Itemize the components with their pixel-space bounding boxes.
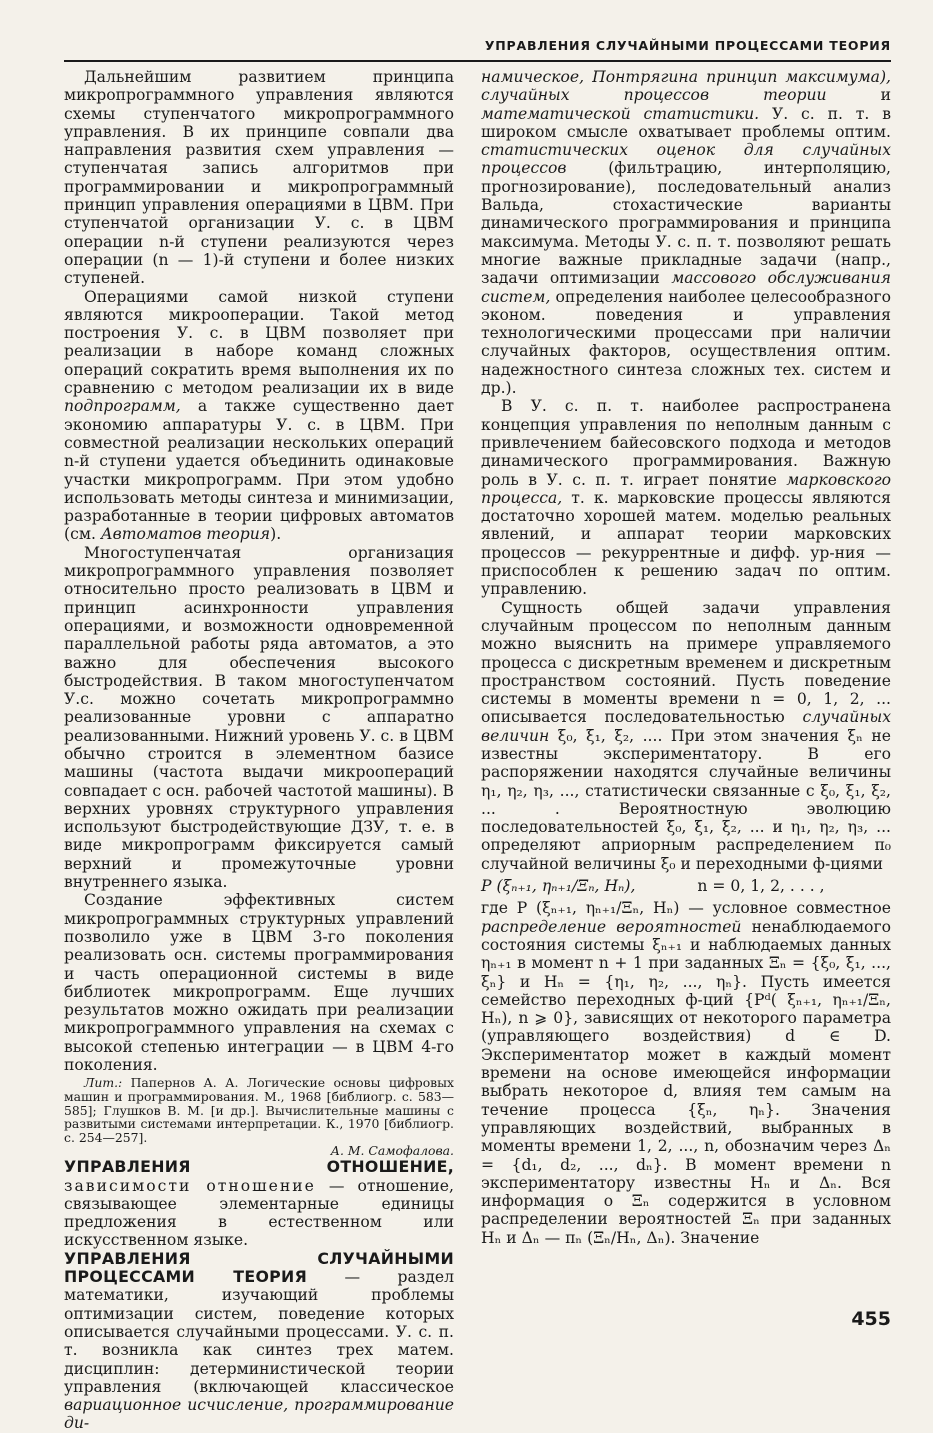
cross-reference[interactable]: статистических оценок для случайных процессов [481, 141, 891, 178]
cross-reference[interactable]: зависимости отношение [64, 1176, 316, 1195]
formula [481, 877, 891, 895]
formula-expression: P (ξₙ₊₁, ηₙ₊₁/Ξₙ, Hₙ), [481, 877, 636, 896]
cross-reference[interactable]: вариационное исчисление, программирование ди- [64, 1396, 454, 1433]
text: Операциями самой низкой ступени являются микрооперации. Такой метод построения У. с. в ЦВМ позволяет при реализации в наборе команд сложных операций сократить время выполнения их по сравнению с методом реализации их в виде [64, 287, 454, 398]
paragraph: Создание эффективных систем микропрограммных структурных управлений позволило уже в ЦВМ 3-го поколения реализовать осн. системы программирования и часть операционной системы в виде библиотек микропрограмм. Еще лучших результатов можно ожидать при реализации микропрограммного управления на схемах с высокой степенью интеграции — в ЦВМ 4-го поколения. [64, 891, 454, 1075]
text: ). [270, 525, 282, 544]
cross-reference[interactable]: намическое, Понтрягина принцип максимума), [481, 68, 891, 86]
entry-upravleniya-sluchainymi-processami [64, 1250, 454, 1433]
cross-reference[interactable]: Автоматов теория [100, 525, 271, 544]
text: В У. с. п. т. наиболее распространена концепция управления по неполным данным с привлечением байесовского подхода и методов динамического программирования. Важную роль в У. с. п. т. играет понятие [481, 397, 891, 489]
cross-reference[interactable]: подпрограмм, [64, 397, 181, 416]
cross-reference[interactable]: марковского процесса, [481, 470, 891, 507]
entry-heading: УПРАВЛЕНИЯ СЛУЧАЙНЫМИ ПРОЦЕССАМИ ТЕОРИЯ [64, 1248, 454, 1287]
running-head: УПРАВЛЕНИЯ СЛУЧАЙНЫМИ ПРОЦЕССАМИ ТЕОРИЯ [484, 38, 891, 53]
cross-reference[interactable]: математической статистики. [481, 104, 760, 123]
page-number: 455 [851, 1308, 891, 1330]
paragraph [481, 68, 891, 397]
text: — отношение, связывающее элементарные единицы предложения в естественном или искусственном языке. [64, 1176, 454, 1250]
cross-reference[interactable]: распределение вероятностей [481, 917, 742, 936]
text: У. с. п. т. в широком смысле охватывает проблемы оптим. [481, 104, 891, 141]
formula-range: n = 0, 1, 2, . . . , [697, 877, 825, 896]
entry-upravleniya-otnoshenie [64, 1158, 454, 1249]
literature [64, 1076, 454, 1144]
cross-reference[interactable]: случайных процессов теории [481, 86, 827, 105]
paragraph: Дальнейшим развитием принципа микропрограммного управления являются схемы ступенчатого микропрограммного управления. В их принципе совпали два направления развития схем управления — ступенчатая запись алгоритмов при программировании и микропрограммный принцип управления операциями в ЦВМ. При ступенчатой организации У. с. в ЦВМ операции n-й ступени реализуются через операции (n — 1)-й ступени и более низких ступеней. [64, 68, 454, 288]
paragraph [481, 397, 891, 598]
text: и [826, 86, 891, 105]
text: а также существенно дает экономию аппаратуры У. с. в ЦВМ. При совместной реализации нескольких операций n-й ступени удается объединить одинаковые участки микропрограмм. При этом удобно использовать методы синтеза и минимизации, разработанные в теории цифровых автоматов (см. [64, 397, 454, 544]
cross-reference[interactable]: случайных величин [481, 708, 891, 745]
text: где P (ξₙ₊₁, ηₙ₊₁/Ξₙ, Hₙ) — условное совместное [481, 899, 891, 918]
paragraph: Многоступенчатая организация микропрограммного управления позволяет относительно просто реализовать в ЦВМ и принцип асинхронности управления операциями, и возможности одновременной параллельной работы ряда автоматов, а это важно для обеспечения высокого быстродействия. В таком многоступенчатом У.с. можно сочетать микропрограммно реализованные уровни с аппаратно реализованными. Нижний уровень У. с. в ЦВМ обычно строится в элементном базисе машины (частота выдачи микроопераций совпадает с осн. рабочей частотой машины). В верхних уровнях структурного управления используют быстродействующие ДЗУ, т. е. в виде микропрограмм фиксируется самый верхний и промежуточные уровни внутреннего языка. [64, 543, 454, 892]
left-column [64, 68, 454, 1433]
text: ненаблюдаемого состояния системы ξₙ₊₁ и наблюдаемых данных ηₙ₊₁ в момент n + 1 при заданных Ξₙ = {ξ₀, ξ₁, ..., ξₙ} и Hₙ = {η₁, η₂, ..., ηₙ}. Пусть имеется семейство переходных ф-ций {Pᵈ( ξₙ₊₁, ηₙ₊₁/Ξₙ, Hₙ), n ⩾ 0}, зависящих от некоторого параметра (управляющего воздействия) d ∈ D. Экспериментатор может в каждый момент времени на основе имеющейся информации выбрать некоторое d, влияя тем самым на течение процесса {ξₙ, ηₙ}. Значения управляющих воздействий, выбранных в моменты времени 1, 2, ..., n, обозначим через Δₙ = {d₁, d₂, ..., dₙ}. В момент времени n экспериментатору известны Hₙ и Δₙ. Вся информация о Ξₙ содержится в условном распределении вероятностей Ξₙ при заданных Hₙ и Δₙ — πₙ (Ξₙ/Hₙ, Δₙ). Значение [481, 917, 891, 1247]
paragraph [481, 599, 891, 873]
right-column [481, 68, 891, 1247]
entry-heading: УПРАВЛЕНИЯ ОТНОШЕНИЕ, [64, 1157, 454, 1177]
paragraph [481, 899, 891, 1247]
text: т. к. марковские процессы являются достаточно хорошей матем. моделью реальных явлений, и аппарат теории марковских процессов — рекуррентные и дифф. ур-ния — приспособлен к решению задач по оптим. управлению. [481, 488, 891, 599]
literature-text: Папернов А. А. Логические основы цифровых машин и программирования. М., 1968 [библиогр. с. 583—585]; Глушков В. М. [и др.]. Вычислительные машины с развитыми системами интерпретации. К., 1970 [библиогр. с. 254—257]. [64, 1075, 454, 1145]
text: определения наиболее целесообразного эконом. поведения и управления технологическими процессами при наличии случайных факторов, осуществления оптим. надежностного синтеза сложных тех. систем и др.). [481, 287, 891, 398]
header-rule [64, 60, 891, 62]
text: ξ₀, ξ₁, ξ₂, .... При этом значения ξₙ не известны экспериментатору. В его распоряжении находятся случайные величины η₁, η₂, η₃, ..., статистически связанные с ξ₀, ξ₁, ξ₂, ... . Вероятностную эволюцию последовательностей ξ₀, ξ₁, ξ₂, ... и η₁, η₂, η₃, ... определяют априорным распределением π₀ случайной величины ξ₀ и переходными ф-циями [481, 726, 891, 873]
literature-label: Лит.: [84, 1075, 123, 1091]
cross-reference[interactable]: массового обслуживания систем, [481, 269, 891, 306]
paragraph [64, 288, 454, 544]
text: Сущность общей задачи управления случайным процессом по неполным данным можно выяснить на примере управляемого процесса с дискретным временем и дискретным пространством состояний. Пусть поведение системы в моменты времени n = 0, 1, 2, ... описывается последовательностью [481, 598, 891, 727]
text: (фильтрацию, интерполяцию, прогнозирование), последовательный анализ Вальда, стохастические варианты динамического программирования и принципа максимума. Методы У. с. п. т. позволяют решать многие важные прикладные задачи (напр., задачи оптимизации [481, 159, 891, 288]
text: — раздел математики, изучающий проблемы оптимизации систем, поведение которых описывается случайными процессами. У. с. п. т. возникла как синтез трех матем. дисциплин: детерминистической теории управления (включающей классическое [64, 1268, 454, 1396]
author-signature: А. М. Самофалова. [330, 1143, 454, 1159]
